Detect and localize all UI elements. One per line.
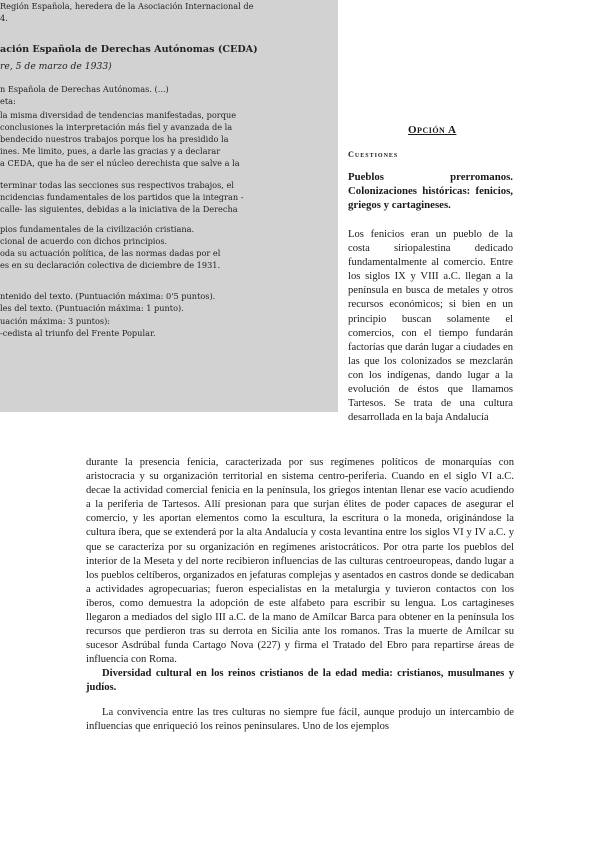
- scan-line: ines. Me limito, pues, a darle las gracias y a declarar: [0, 146, 221, 156]
- scanned-text-excerpt: [0, 0, 338, 412]
- section-heading-2: Diversidad cultural en los reinos cristianos de la edad media: cristianos, musulmanes y judíos.: [86, 668, 514, 693]
- scan-line: les del texto. (Puntuación máxima: 1 punto).: [0, 303, 184, 313]
- paragraph-text: Los fenicios eran un pueblo de la costa siriopalestina dedicado fundamentalmente al comercio. Entre los siglos IX y VIII a.C. llegan a la península en busca de metales y otros recursos económicos; si bien en un principio buscan solamente el comercios, con el tiempo fundarán factorías que darán lugar a ciudades en las que los colonizados se mezclarán con los indígenas, dando lugar a la evolución de éstos que llamamos Tartesos. Se trata de una cultura desarrollada en la baja Andalucía: [348, 229, 513, 424]
- paragraph-text: La convivencia entre las tres culturas no siempre fue fácil, aunque produjo un intercambio de influencias que enriqueció los reinos peninsulares. Uno de los ejemplos: [86, 707, 514, 733]
- scan-line: re, 5 de marzo de 1933): [0, 61, 112, 72]
- column-paragraph: [348, 228, 513, 425]
- questions-label: Cuestiones: [348, 150, 399, 159]
- scan-line: calle- las siguientes, debidas a la iniciativa de la Derecha: [0, 204, 238, 214]
- body-paragraph-2: [86, 706, 514, 734]
- scan-line: la misma diversidad de tendencias manifestadas, porque: [0, 110, 237, 120]
- scan-line: eta:: [0, 96, 16, 106]
- scan-line: ntenido del texto. (Puntuación máxima: 0'5 puntos).: [0, 291, 216, 301]
- scan-line: terminar todas las secciones sus respectivos trabajos, el: [0, 180, 234, 190]
- scan-line: conclusiones la interpretación más fiel y avanzada de la: [0, 122, 233, 132]
- scan-line: n Española de Derechas Autónomas. (...): [0, 84, 169, 94]
- body-paragraph: [86, 456, 514, 667]
- scan-line: -cedista al triunfo del Frente Popular.: [0, 328, 156, 338]
- paragraph-text: durante la presencia fenicia, caracterizada por sus regímenes políticos de monarquías con aristocracia y su organización territorial en sistema centro-periferia. Cuando en el siglo VI a.C. decae la actividad comercial fenicia en la península, los griegos intentan llenar ese vacío acudiendo a la periferia de Tartesos. Allí presionan para que surjan élites de poder capaces de asegurar el comercio, y les aportan elementos como la escultura, la escritura o la moneda, originándose la cultura íbera, que se extenderá por la alta Andalucía y costa levantina entre los siglos VI y IV a.C. y que se caracteriza por su organización en regímenes aristocráticos. Por otra parte los pueblos del interior de la Meseta y del norte recibieron influencias de las culturas centroeuropeas, dando lugar a los pueblos celtíberos, organizados en jefaturas complejas y asentados en castros donde se dedicaban a actividades agropecuarias; fueron especialistas en la metalurgia y tuvieron contactos con los íberos, como demuestra la adopción de este alfabeto para escribir su lengua. Los cartagineses llegaron a mediados del siglo III a.C. de la mano de Amílcar Barca para obtener en la península los recursos que perdieron tras su derrota en Sicilia ante los romanos. Tras la muerte de Amílcar su sucesor Asdrúbal funda Cartago Nova (227) y firma el Tratado del Ebro para repartirse áreas de influencia con Roma.: [86, 457, 514, 666]
- scan-line: 4.: [0, 13, 8, 23]
- section-heading: Pueblos prerromanos. Colonizaciones históricas: fenicios, griegos y cartagineses.: [348, 171, 513, 211]
- scan-line: a CEDA, que ha de ser el núcleo derechista que salve a la: [0, 158, 240, 168]
- scan-heading: ación Española de Derechas Autónomas (CEDA): [0, 44, 258, 55]
- scan-line: es en su declaración colectiva de diciembre de 1931.: [0, 260, 221, 270]
- option-title: Opción A: [408, 124, 457, 136]
- scan-line: uación máxima: 3 puntos):: [0, 316, 111, 326]
- scan-line: Región Española, heredera de la Asociación Internacional de: [0, 1, 254, 11]
- scan-line: ncidencias fundamentales de los partidos que la integran -: [0, 192, 244, 202]
- scan-line: bendecido nuestros trabajos porque los ha presidido la: [0, 134, 229, 144]
- scan-line: oda su actuación política, de las normas dadas por el: [0, 248, 221, 258]
- scan-line: cional de acuerdo con dichos principios.: [0, 236, 168, 246]
- scan-line: pios fundamentales de la civilización cristiana.: [0, 224, 195, 234]
